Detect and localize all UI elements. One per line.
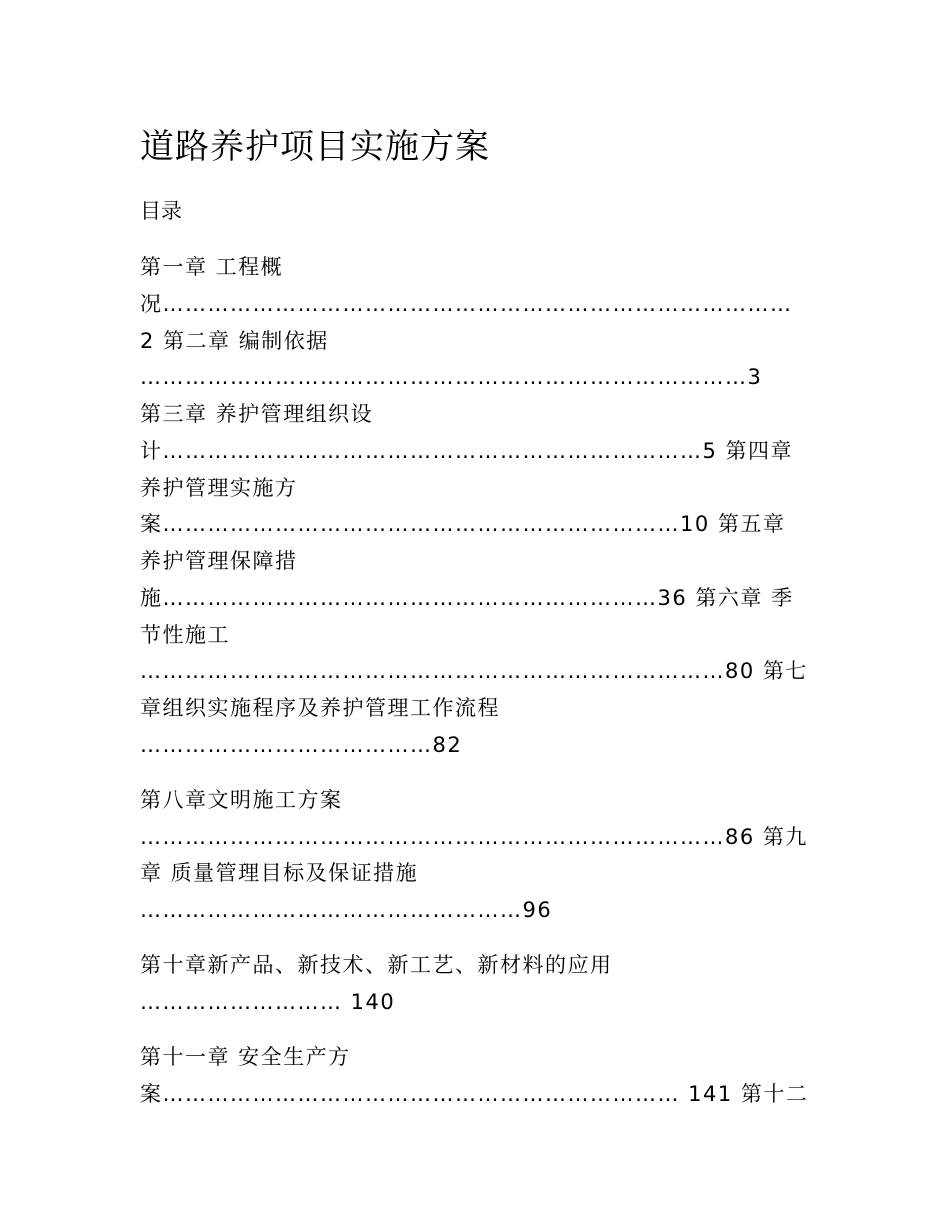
toc-line: 第十章新产品、新技术、新工艺、新材料的应用 <box>140 953 613 977</box>
toc-line: 第一章 工程概 <box>140 255 284 279</box>
toc-line: 案……………………………………………………………10 第五章 <box>140 512 786 536</box>
toc-line: 养护管理保障措 <box>140 549 298 573</box>
toc-line: ……………………………………………96 <box>140 898 553 922</box>
toc-line: 施…………………………………………………………36 第六章 季 <box>140 586 794 610</box>
toc-heading: 目录 <box>140 199 182 223</box>
toc-line: 章 质量管理目标及保证措施 <box>140 861 419 885</box>
toc-line: 第八章文明施工方案 <box>140 788 343 812</box>
toc-line: …………………………………82 <box>140 733 463 757</box>
document-title: 道路养护项目实施方案 <box>140 127 490 167</box>
toc-line: ………………………………………………………………………3 <box>140 365 763 389</box>
toc-line: 第三章 养护管理组织设 <box>140 402 374 426</box>
toc-line: ……………………… 140 <box>140 990 396 1014</box>
toc-line: 养护管理实施方 <box>140 476 298 500</box>
toc-line: 节性施工 <box>140 623 230 647</box>
toc-line: 2 第二章 编制依据 <box>140 329 329 353</box>
toc-line: ……………………………………………………………………80 第七 <box>140 659 808 683</box>
toc-line: 章组织实施程序及养护管理工作流程 <box>140 696 500 720</box>
toc-line: 况………………………………………………………………………… <box>140 292 793 316</box>
toc-line: 案…………………………………………………………… 141 第十二 <box>140 1082 809 1106</box>
toc-line: ……………………………………………………………………86 第九 <box>140 825 808 849</box>
toc-line: 计………………………………………………………………5 第四章 <box>140 439 794 463</box>
toc-line: 第十一章 安全生产方 <box>140 1045 351 1069</box>
